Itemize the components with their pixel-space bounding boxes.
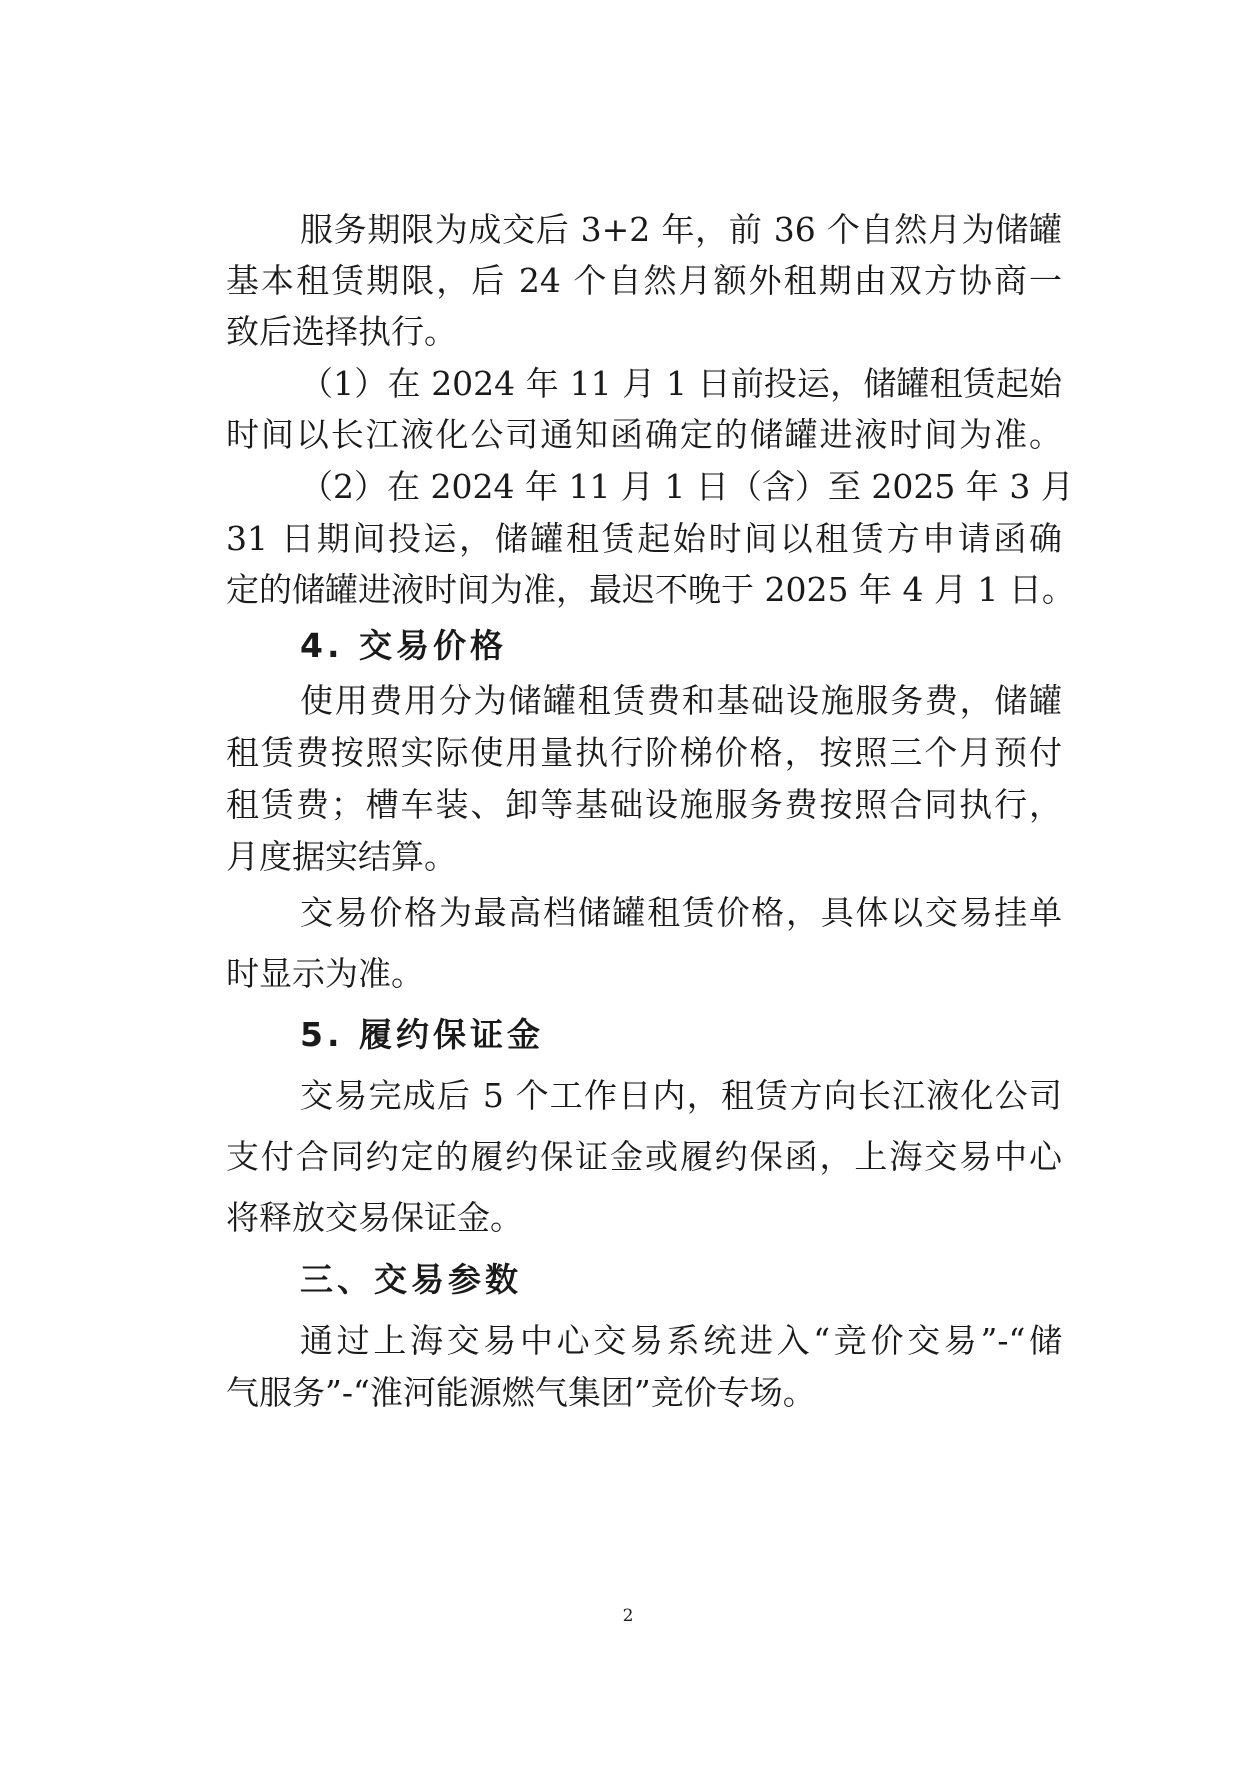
price-fees-line-4: 月度据实结算。 xyxy=(226,837,457,876)
service-term-line-3: 致后选择执行。 xyxy=(226,312,457,351)
item1-line-1: （1）在 2024 年 11 月 1 日前投运，储罐租赁起始 xyxy=(300,364,1062,403)
item2-line-3: 定的储罐进液时间为准，最迟不晚于 2025 年 4 月 1 日。 xyxy=(226,570,1075,609)
price-rule-line-1: 交易价格为最高档储罐租赁价格，具体以交易挂单 xyxy=(300,893,1062,932)
price-fees-line-1: 使用费用分为储罐租赁费和基础设施服务费，储罐 xyxy=(300,681,1062,720)
heading-trade-price: 4. 交易价格 xyxy=(300,626,507,665)
page-number: 2 xyxy=(622,1606,634,1626)
price-fees-line-3: 租赁费；槽车装、卸等基础设施服务费按照合同执行， xyxy=(226,785,1062,824)
params-line-2: 气服务”-“淮河能源燃气集团”竞价专场。 xyxy=(226,1373,816,1412)
deposit-line-2: 支付合同约定的履约保证金或履约保函，上海交易中心 xyxy=(226,1137,1062,1176)
item2-line-2: 31 日期间投运，储罐租赁起始时间以租赁方申请函确 xyxy=(226,519,1062,558)
item2-line-1: （2）在 2024 年 11 月 1 日（含）至 2025 年 3 月 xyxy=(300,467,1074,506)
deposit-line-1: 交易完成后 5 个工作日内，租赁方向长江液化公司 xyxy=(300,1076,1062,1115)
price-fees-line-2: 租赁费按照实际使用量执行阶梯价格，按照三个月预付 xyxy=(226,733,1062,772)
params-line-1: 通过上海交易中心交易系统进入“竞价交易”-“储 xyxy=(300,1321,1062,1360)
heading-performance-deposit: 5. 履约保证金 xyxy=(300,1015,544,1054)
service-term-line-2: 基本租赁期限，后 24 个自然月额外租期由双方协商一 xyxy=(226,261,1062,300)
service-term-line-1: 服务期限为成交后 3+2 年，前 36 个自然月为储罐 xyxy=(300,210,1062,249)
price-rule-line-2: 时显示为准。 xyxy=(226,954,424,993)
deposit-line-3: 将释放交易保证金。 xyxy=(226,1198,523,1237)
heading-trade-parameters: 三、交易参数 xyxy=(300,1260,522,1299)
item1-line-2: 时间以长江液化公司通知函确定的储罐进液时间为准。 xyxy=(226,415,1062,454)
